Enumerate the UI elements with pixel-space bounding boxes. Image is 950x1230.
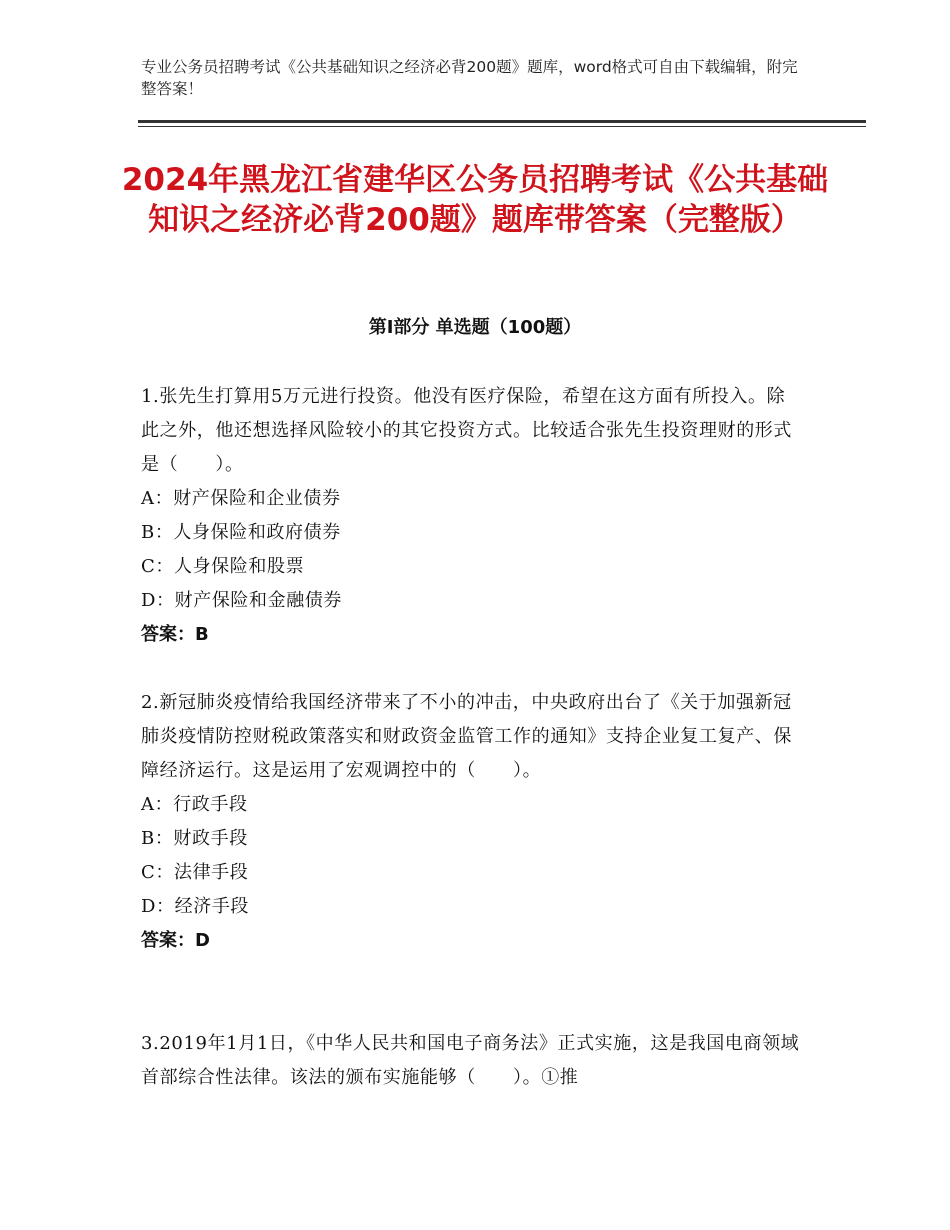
option-b: B：人身保险和政府债券	[141, 522, 341, 543]
question-stem: 3.2019年1月1日，《中华人民共和国电子商务法》正式实施，这是我国电商领域首部综合性法律。该法的颁布实施能够（ ）。①推	[141, 1033, 800, 1088]
option-c: C：法律手段	[141, 862, 249, 883]
header-divider-thick	[138, 120, 866, 123]
answer: 答案：D	[141, 930, 210, 951]
header-divider-thin	[138, 126, 866, 127]
answer: 答案：B	[141, 624, 209, 645]
option-a: A：财产保险和企业债券	[141, 488, 341, 509]
document-title: 2024年黑龙江省建华区公务员招聘考试《公共基础知识之经济必背200题》题库带答案（完整版）	[121, 162, 829, 238]
option-d: D：财产保险和金融债券	[141, 590, 343, 611]
option-d: D：经济手段	[141, 896, 250, 917]
option-a: A：行政手段	[141, 794, 248, 815]
question-2	[141, 686, 801, 958]
question-3	[141, 1027, 801, 1095]
question-1	[141, 380, 801, 652]
header-note: 专业公务员招聘考试《公共基础知识之经济必背200题》题库，word格式可自由下载编辑，附完整答案！	[141, 58, 798, 98]
question-stem: 2.新冠肺炎疫情给我国经济带来了不小的冲击，中央政府出台了《关于加强新冠肺炎疫情防控财税政策落实和财政资金监管工作的通知》支持企业复工复产、保障经济运行。这是运用了宏观调控中的（ ）。	[141, 692, 792, 781]
option-b: B：财政手段	[141, 828, 248, 849]
section-title: 第Ⅰ部分 单选题（100题）	[368, 317, 582, 338]
question-stem: 1.张先生打算用5万元进行投资。他没有医疗保险，希望在这方面有所投入。除此之外，他还想选择风险较小的其它投资方式。比较适合张先生投资理财的形式是（ ）。	[141, 386, 792, 475]
option-c: C：人身保险和股票	[141, 556, 305, 577]
